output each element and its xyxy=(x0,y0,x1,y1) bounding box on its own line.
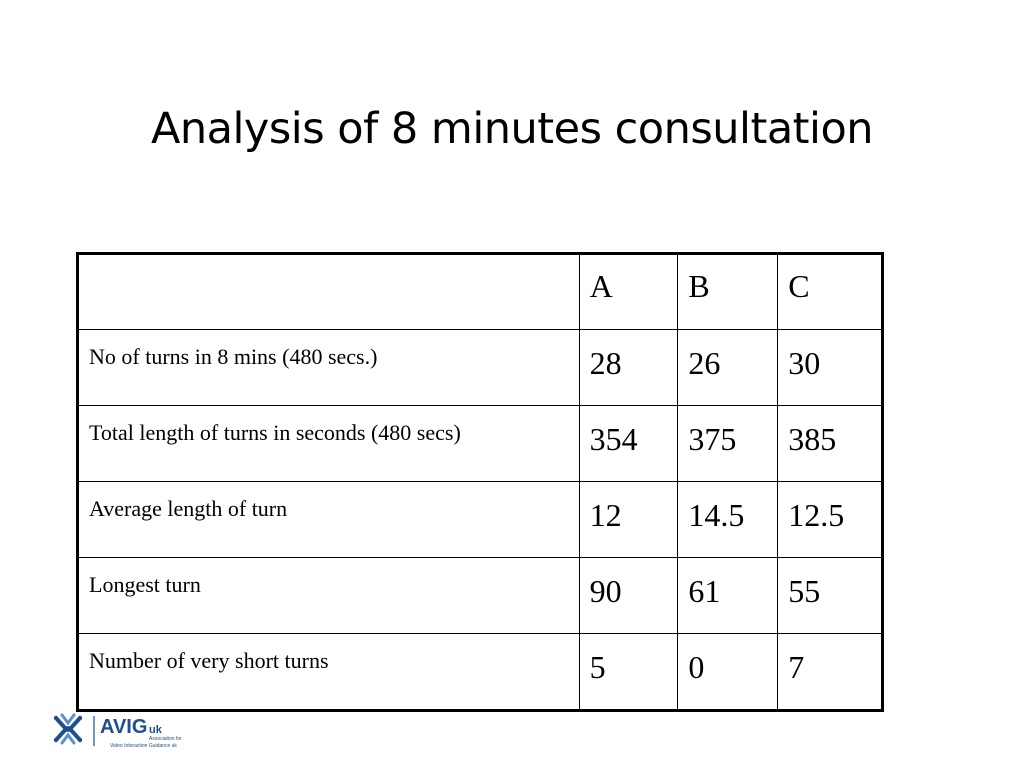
avig-emblem-icon xyxy=(54,715,82,743)
consultation-analysis-table xyxy=(76,252,884,712)
table-header-row xyxy=(78,254,883,330)
value-cell-a: 12 xyxy=(579,482,678,558)
row-label-cell xyxy=(78,482,580,558)
value-cell-b: 61 xyxy=(678,558,778,634)
row-label-cell xyxy=(78,634,580,711)
row-label-cell xyxy=(78,558,580,634)
row-label: Average length of turn xyxy=(89,496,288,521)
value-cell-c: 12.5 xyxy=(778,482,883,558)
logo-brand: AVIG xyxy=(100,716,148,738)
row-label: Longest turn xyxy=(89,572,201,597)
logo-tagline-line1: Association for xyxy=(149,736,182,742)
value-cell-a: 5 xyxy=(579,634,678,711)
header-cell-b: B xyxy=(678,254,778,330)
value-cell-a: 354 xyxy=(579,406,678,482)
value-cell-a: 28 xyxy=(579,330,678,406)
row-label-cell xyxy=(78,330,580,406)
row-label: Number of very short turns xyxy=(89,648,329,673)
value-cell-c: 7 xyxy=(778,634,883,711)
table-row xyxy=(78,406,883,482)
header-cell-a: A xyxy=(579,254,678,330)
avig-uk-logo xyxy=(52,712,202,754)
value-cell-a: 90 xyxy=(579,558,678,634)
header-cell-c: C xyxy=(778,254,883,330)
logo-suffix: uk xyxy=(149,724,162,736)
table-row xyxy=(78,330,883,406)
value-cell-c: 55 xyxy=(778,558,883,634)
value-cell-b: 375 xyxy=(678,406,778,482)
table-row xyxy=(78,558,883,634)
table-row xyxy=(78,634,883,711)
table-row xyxy=(78,482,883,558)
value-cell-c: 385 xyxy=(778,406,883,482)
slide-title: Analysis of 8 minutes consultation xyxy=(150,104,874,154)
logo-tagline-line2: Video Interaction Guidance uk xyxy=(110,743,177,749)
header-cell-empty xyxy=(78,254,580,330)
row-label: No of turns in 8 mins (480 secs.) xyxy=(89,344,378,369)
row-label: Total length of turns in seconds (480 secs) xyxy=(89,420,461,445)
row-label-cell xyxy=(78,406,580,482)
value-cell-b: 0 xyxy=(678,634,778,711)
value-cell-c: 30 xyxy=(778,330,883,406)
value-cell-b: 26 xyxy=(678,330,778,406)
value-cell-b: 14.5 xyxy=(678,482,778,558)
